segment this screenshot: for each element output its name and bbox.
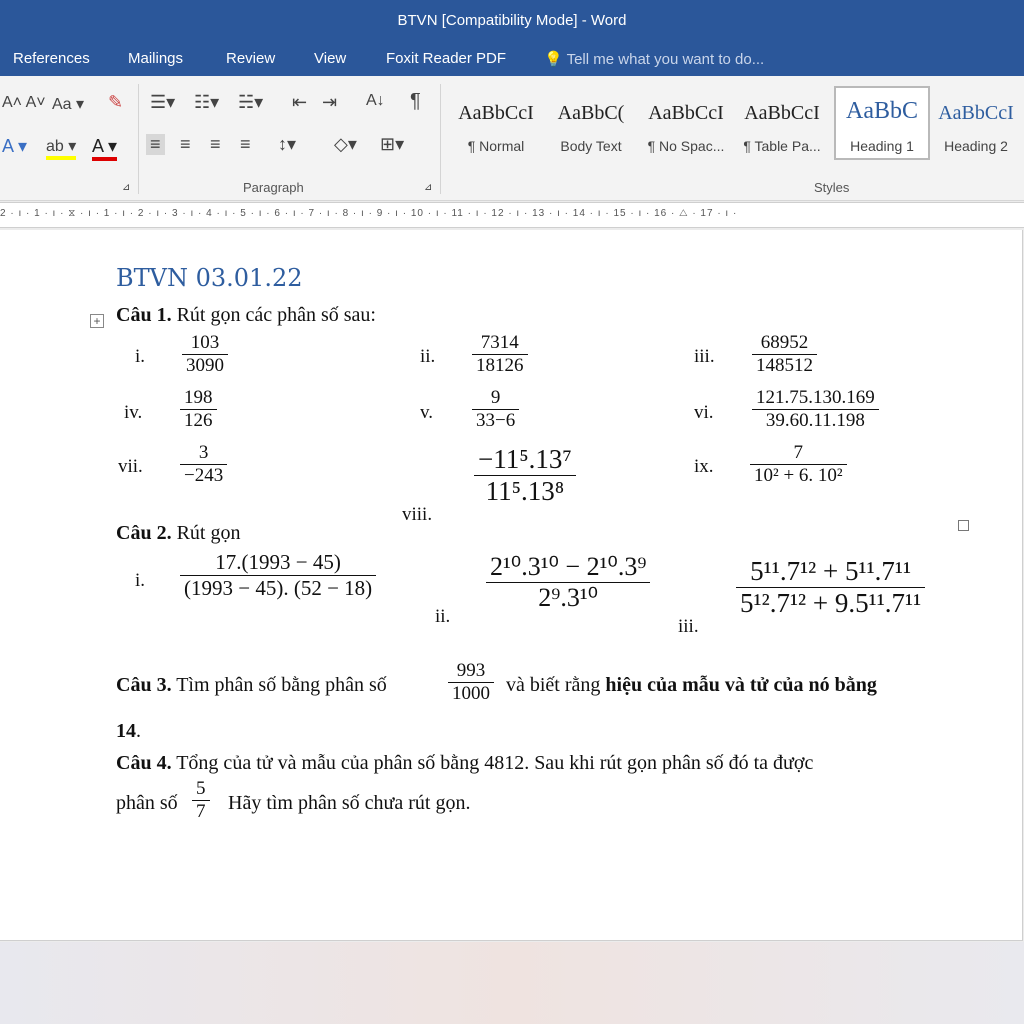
- window-title: BTVN [Compatibility Mode] - Word: [397, 12, 627, 29]
- numerator: −11⁵.13⁷: [478, 444, 572, 474]
- style-name: Heading 1: [850, 138, 914, 154]
- question-label: Câu 1.: [116, 304, 172, 326]
- question-text: Tổng của tử và mẫu của phân số bằng 4812. Sau khi rút gọn phân số đó ta được: [176, 752, 814, 774]
- question-label: Câu 2.: [116, 522, 172, 544]
- style-name: ¶ No Spac...: [647, 138, 725, 154]
- denominator: 33−6: [472, 409, 519, 432]
- question-4: [116, 752, 813, 775]
- document-heading: BTVN 03.01.22: [116, 264, 303, 292]
- style-no-spacing[interactable]: [640, 88, 732, 158]
- show-marks-icon[interactable]: ¶: [410, 90, 421, 112]
- align-center-icon[interactable]: ≡: [180, 134, 191, 154]
- denominator: 18126: [472, 354, 528, 377]
- numerator: 993: [456, 660, 486, 681]
- paragraph-dialog-launcher-icon[interactable]: ⊿: [424, 182, 433, 193]
- style-name: ¶ Normal: [467, 138, 525, 154]
- shading-icon[interactable]: ◇▾: [334, 134, 357, 154]
- item-roman: v.: [420, 402, 434, 423]
- question-bold-text: hiệu của mẫu và tử của nó bằng: [605, 674, 877, 696]
- item-roman: viii.: [402, 504, 433, 525]
- item-roman: vii.: [118, 456, 143, 477]
- question-label: Câu 3.: [116, 674, 172, 696]
- style-sample: AaBbCcI: [458, 102, 534, 124]
- item-roman: i.: [135, 570, 146, 591]
- style-name: Body Text: [560, 138, 622, 154]
- denominator: 11⁵.13⁸: [474, 475, 576, 507]
- fraction: [180, 550, 376, 601]
- item-roman: ii.: [435, 606, 451, 627]
- decrease-indent-icon[interactable]: ⇤: [292, 92, 308, 112]
- numerator: 5: [196, 778, 206, 799]
- document-page[interactable]: [0, 230, 1023, 941]
- denominator: 5¹².7¹² + 9.5¹¹.7¹¹: [736, 587, 925, 619]
- style-name: Heading 2: [944, 138, 1008, 154]
- denominator: 1000: [448, 682, 494, 705]
- question-4-end: [228, 792, 470, 815]
- grow-font-icon[interactable]: A˄ A˅: [2, 94, 46, 111]
- fraction: [474, 444, 576, 507]
- style-heading-1[interactable]: [834, 86, 930, 160]
- title-bar: [0, 0, 1024, 44]
- line-spacing-icon[interactable]: ↕▾: [278, 134, 297, 154]
- style-table-paragraph[interactable]: [736, 88, 828, 158]
- item-roman: iii.: [678, 616, 699, 637]
- fraction: [752, 387, 879, 432]
- style-sample: AaBbCcI: [938, 102, 1014, 124]
- clear-formatting-icon[interactable]: ✎: [108, 92, 124, 112]
- style-sample: AaBbC(: [557, 102, 625, 124]
- fraction: [180, 387, 217, 432]
- numerator: 7314: [480, 332, 519, 353]
- tell-me-search[interactable]: [544, 50, 764, 68]
- item-roman: ii.: [420, 346, 436, 367]
- align-left-icon[interactable]: ≡: [146, 134, 165, 155]
- borders-icon[interactable]: ⊞▾: [380, 134, 405, 154]
- style-sample: AaBbCcI: [744, 102, 820, 124]
- question-text: Hãy tìm phân số chưa rút gọn.: [228, 792, 471, 814]
- ribbon-tabs: [0, 44, 1024, 76]
- fraction: [486, 552, 650, 613]
- question-3: [116, 674, 387, 697]
- denominator: 148512: [752, 354, 817, 377]
- style-normal[interactable]: [450, 88, 542, 158]
- question-3-end: [116, 720, 141, 743]
- fraction: [752, 332, 817, 377]
- paragraph-group-label: Paragraph: [243, 180, 304, 195]
- style-name: ¶ Table Pa...: [743, 138, 821, 154]
- numerator: 5¹¹.7¹² + 5¹¹.7¹¹: [750, 556, 912, 586]
- question-text: Tìm phân số bằng phân số: [176, 674, 387, 696]
- item-roman: i.: [135, 346, 146, 367]
- question-label: Câu 4.: [116, 752, 172, 774]
- change-case-icon[interactable]: Aa ▾: [52, 96, 85, 113]
- font-dialog-launcher-icon[interactable]: ⊿: [122, 182, 131, 193]
- table-move-handle-icon[interactable]: +: [90, 314, 104, 328]
- separator: [138, 84, 139, 194]
- tab-references[interactable]: References: [13, 50, 90, 67]
- horizontal-ruler[interactable]: [0, 202, 1024, 228]
- numerator: 198: [184, 387, 213, 408]
- question-3-continued: [506, 674, 877, 697]
- denominator: 7: [192, 800, 210, 823]
- item-roman: iii.: [694, 346, 715, 367]
- fraction: [448, 660, 494, 705]
- tab-review[interactable]: Review: [226, 50, 276, 67]
- numerator: 9: [490, 387, 501, 408]
- background-area: [0, 942, 1024, 1024]
- question-text: và biết rằng: [506, 674, 601, 696]
- fraction: [750, 442, 847, 487]
- denominator: 2⁹.3¹⁰: [486, 582, 650, 613]
- lightbulb-icon: 💡: [544, 51, 563, 68]
- numerator: 7: [793, 442, 804, 463]
- align-right-icon[interactable]: ≡: [210, 134, 221, 154]
- numerator: 3: [198, 442, 209, 463]
- styles-group-label: Styles: [814, 180, 850, 195]
- question-text: Rút gọn các phân số sau:: [176, 304, 376, 326]
- numerator: 103: [190, 332, 220, 353]
- item-roman: vi.: [694, 402, 714, 423]
- question-text: Rút gọn: [176, 522, 241, 544]
- multilevel-list-icon[interactable]: ☵▾: [238, 92, 264, 112]
- font-color-icon[interactable]: A ▾: [92, 136, 117, 161]
- numerator: 17.(1993 − 45): [215, 550, 341, 574]
- style-sample: AaBbCcI: [648, 102, 724, 124]
- item-roman: ix.: [694, 456, 714, 477]
- denominator: 126: [180, 409, 217, 432]
- style-body-text[interactable]: [545, 88, 637, 158]
- item-roman: iv.: [124, 402, 143, 423]
- tell-me-text: Tell me what you want to do...: [566, 51, 765, 68]
- style-sample: AaBbC: [846, 98, 918, 124]
- fraction: [472, 332, 528, 377]
- ruler-scale: 2 · ı · 1 · ı · ⧖ · ı · 1 · ı · 2 · ı · 3 · ı · 4 · ı · 5 · ı · 6 · ı · 7 · ı · 8 · ı · 9 · ı · 10 · ı · 11 · ı · 12 · ı · 13 · ı · 14 · ı · 15 · ı · 16 · △ · 17 · ı ·: [0, 208, 738, 219]
- tab-mailings[interactable]: Mailings: [128, 50, 184, 67]
- fraction: [736, 556, 925, 619]
- question-text: .: [136, 720, 141, 742]
- question-1: [116, 304, 376, 327]
- question-2: [116, 522, 240, 545]
- fraction: [182, 332, 228, 377]
- fraction: [192, 778, 210, 823]
- fraction: [472, 387, 519, 432]
- denominator: 10² + 6. 10²: [750, 464, 847, 487]
- highlight-color-icon[interactable]: ab ▾: [46, 136, 76, 160]
- style-heading-2[interactable]: [930, 88, 1022, 158]
- numerator: 2¹⁰.3¹⁰ − 2¹⁰.3⁹: [490, 552, 647, 581]
- separator: [440, 84, 441, 194]
- question-bold-text: 14: [116, 720, 136, 742]
- denominator: 39.60.11.198: [752, 409, 879, 432]
- justify-icon[interactable]: ≡: [240, 134, 251, 154]
- denominator: −243: [180, 464, 227, 487]
- tab-view[interactable]: View: [314, 50, 347, 67]
- question-text: phân số: [116, 792, 178, 814]
- numerator: 121.75.130.169: [756, 387, 875, 408]
- denominator: 3090: [182, 354, 228, 377]
- resize-handle-icon[interactable]: [958, 520, 969, 531]
- question-4-line2: [116, 792, 178, 815]
- numerator: 68952: [760, 332, 809, 353]
- bullets-icon[interactable]: ☰▾: [150, 92, 176, 112]
- numbering-icon[interactable]: ☷▾: [194, 92, 220, 112]
- tab-foxit-reader-pdf[interactable]: Foxit Reader PDF: [386, 50, 507, 67]
- text-effects-icon[interactable]: A ▾: [2, 136, 28, 156]
- increase-indent-icon[interactable]: ⇥: [322, 92, 338, 112]
- sort-icon[interactable]: A↓: [366, 92, 385, 109]
- fraction: [180, 442, 227, 487]
- denominator: (1993 − 45). (52 − 18): [180, 575, 376, 601]
